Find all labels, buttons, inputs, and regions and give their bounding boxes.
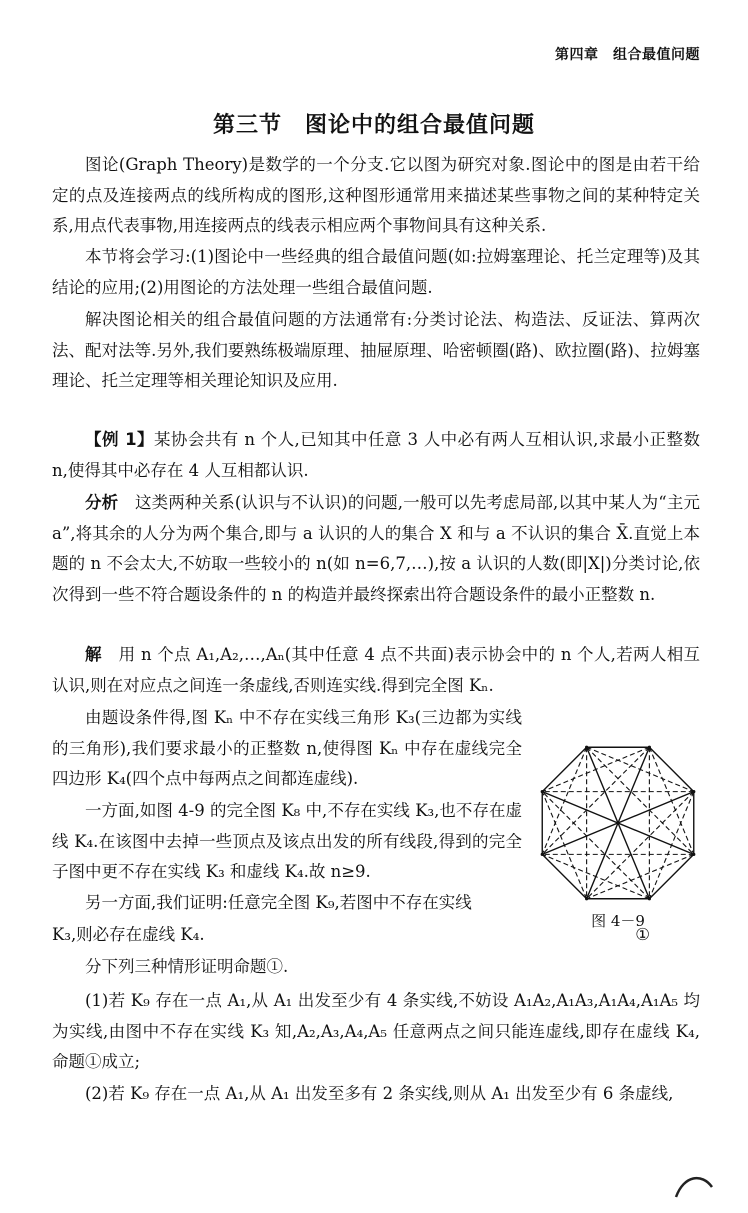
intro-paragraph-2: 本节将会学习:(1)图论中一些经典的组合最值问题(如:拉姆塞理论、托兰定理等)及其结论的应用;(2)用图论的方法处理一些组合最值问题. xyxy=(52,247,700,297)
solid-edge xyxy=(649,854,693,898)
proposition-text: K₃,则必存在虚线 K₄. xyxy=(52,925,205,944)
solution-paragraph-4: 另一方面,我们证明:任意完全图 K₉,若图中不存在实线 xyxy=(85,893,472,912)
analysis-paragraph xyxy=(52,488,700,610)
dashed-edge xyxy=(542,792,649,899)
graph-vertex xyxy=(541,853,544,856)
solution-label: 解 xyxy=(85,645,102,664)
analysis-text: 这类两种关系(认识与不认识)的问题,一般可以先考虑局部,以其中某人为“主元 a”,将其余的人分为两个集合,即与 a 认识的人的集合 X 和与 a 不认识的集合 X̄.直觉上本题的 n 不会太大,不妨取一些较小的 n(如 n=6,7,…),按 a 认识的人数(即|X|)分类讨论,依次得到一些不符合题设条件的 n 的构造并最终探索出符合题设条件的最小正整数 n. xyxy=(52,493,700,604)
case-2-paragraph: (2)若 K₉ 存在一点 A₁,从 A₁ 出发至多有 2 条实线,则从 A₁ 出发至少有 6 条虚线, xyxy=(85,1084,674,1103)
solution-paragraph-1 xyxy=(52,640,700,701)
octagon-complete-graph-k8 xyxy=(528,735,708,915)
example-label: 【例 1】 xyxy=(85,430,154,449)
example-text: 某协会共有 n 个人,已知其中任意 3 人中必有两人互相认识,求最小正整数 n,使得其中必存在 4 人互相都认识. xyxy=(52,430,701,480)
solution-paragraph-3: 一方面,如图 4-9 的完全图 K₈ 中,不存在实线 K₃,也不存在虚线 K₄.在该图中去掉一些顶点及该点出发的所有线段,得到的完全子图中更不存在实线 K₃ 和虚线 K₄.故 n≥9. xyxy=(52,801,522,881)
running-header: 第四章 组合最值问题 xyxy=(555,47,700,63)
example-1 xyxy=(52,425,700,486)
solution-text: 用 n 个点 A₁,A₂,…,Aₙ(其中任意 4 点不共面)表示协会中的 n 个人,若两人相互认识,则在对应点之间连一条虚线,否则连实线.得到完全图 Kₙ. xyxy=(52,645,701,695)
dashed-edge xyxy=(542,747,649,854)
graph-vertex xyxy=(692,790,695,793)
graph-vertex xyxy=(648,746,651,749)
intro-paragraph-3: 解决图论相关的组合最值问题的方法通常有:分类讨论法、构造法、反证法、算两次法、配对法等.另外,我们要熟练极端原理、抽屉原理、哈密顿圈(路)、欧拉圈(路)、拉姆塞理论、托兰定理等相关理论知识及应用. xyxy=(52,310,700,390)
solid-edge xyxy=(542,854,586,898)
solid-edge xyxy=(542,747,586,791)
dashed-edge xyxy=(587,792,694,899)
solution-paragraph-2: 由题设条件得,图 Kₙ 中不存在实线三角形 K₃(三边都为实线的三角形),我们要求最小的正整数 n,使得图 Kₙ 中存在虚线完全四边形 K₄(四个点中每两点之间都连虚线). xyxy=(52,708,522,788)
proposition-number: ① xyxy=(635,925,650,944)
figure-caption: 图 4－9 xyxy=(591,912,645,930)
graph-vertex xyxy=(585,897,588,900)
graph-vertex xyxy=(692,853,695,856)
graph-vertex xyxy=(648,897,651,900)
analysis-label: 分析 xyxy=(85,493,119,512)
graph-vertex xyxy=(541,790,544,793)
page-curl-arc xyxy=(676,1178,712,1197)
solution-paragraph-5: 分下列三种情形证明命题①. xyxy=(85,957,289,976)
graph-vertex xyxy=(585,746,588,749)
solid-edge xyxy=(649,747,693,791)
case-1-paragraph: (1)若 K₉ 存在一点 A₁,从 A₁ 出发至少有 4 条实线,不妨设 A₁A₂,A₁A₃,A₁A₄,A₁A₅ 均为实线,由图中不存在实线 K₃ 知,A₂,A₃,A₄,A₅ 任意两点之间只能连虚线,即存在虚线 K₄,命题①成立; xyxy=(52,991,700,1071)
dashed-edge xyxy=(587,747,694,854)
page-curl-decoration xyxy=(672,1165,716,1205)
intro-paragraph-1: 图论(Graph Theory)是数学的一个分支.它以图为研究对象.图论中的图是由若干给定的点及连接两点的线所构成的图形,这种图形通常用来描述某些事物之间的某种特定关系,用点代表事物,用连接两点的线表示相应两个事物间具有这种关系. xyxy=(52,155,700,235)
section-title: 第三节 图论中的组合最值问题 xyxy=(212,113,535,138)
